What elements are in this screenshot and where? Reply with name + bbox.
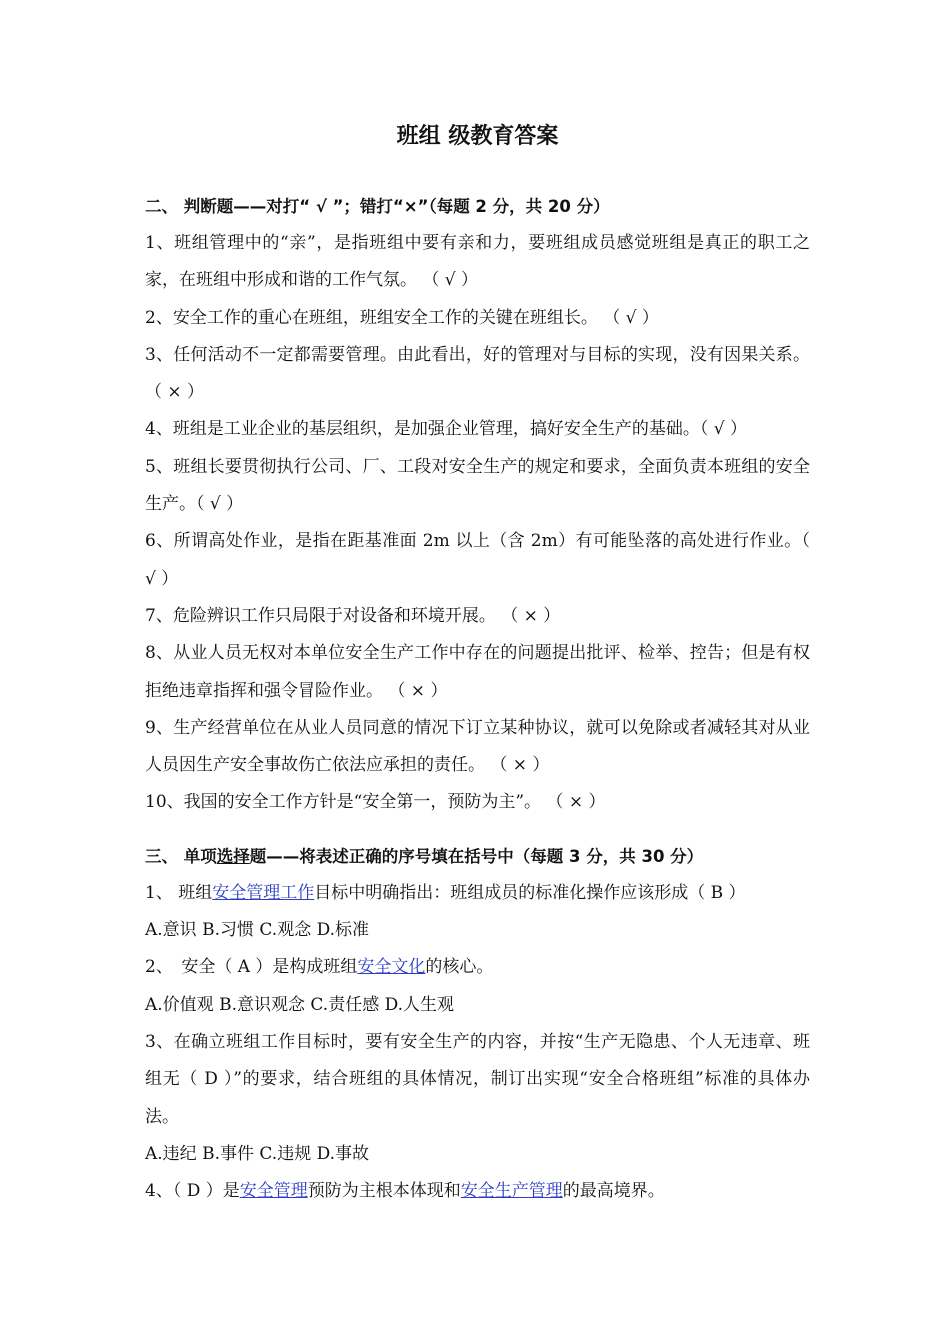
choice-question-1 [145, 875, 810, 912]
choice-question-1-options: A.意识 B.习惯 C.观念 D.标准 [145, 920, 370, 941]
q2-text-end: 的核心。 [425, 957, 494, 978]
section-2-heading: 二、 判断题——对打“ √ ”；错打“×”（每题 2 分，共 20 分） [145, 197, 610, 216]
q1-text-start: 1、 班组 [145, 882, 213, 903]
judgment-item-2: 2、安全工作的重心在班组，班组安全工作的关键在班组长。 （ √ ） [145, 307, 659, 328]
section-3-heading-underlined: 选择 [216, 846, 250, 866]
section-3-heading-start: 三、 单项 [145, 846, 217, 866]
q1-text-end: 目标中明确指出：班组成员的标准化操作应该形成（ B ） [314, 882, 746, 903]
judgment-item-4: 4、班组是工业企业的基层组织，是加强企业管理，搞好安全生产的基础。（ √ ） [145, 419, 747, 440]
choice-question-2 [145, 949, 810, 986]
q4-text-start: 4、（ D ）是 [145, 1181, 240, 1202]
judgment-item-5: 5、班组长要贯彻执行公司、厂、工段对安全生产的规定和要求，全面负责本班组的安全生产。（ √ ） [145, 456, 810, 515]
document-title: 班组 级教育答案 [396, 124, 559, 149]
judgment-item-1: 1、班组管理中的“亲”，是指班组中要有亲和力，要班组成员感觉班组是真正的职工之家，在班组中形成和谐的工作气氛。 （ √ ） [145, 233, 810, 291]
document-content [145, 122, 810, 1210]
q4-link-safety-management[interactable]: 安全管理 [239, 1181, 308, 1202]
judgment-item-9: 9、生产经营单位在从业人员同意的情况下订立某种协议，就可以免除或者减轻其对从业人员因生产安全事故伤亡依法应承担的责任。 （ × ） [145, 717, 810, 776]
q2-text-start: 2、 安全（ A ）是构成班组 [145, 957, 358, 978]
judgment-item-6: 6、所谓高处作业，是指在距基准面 2m 以上（含 2m）有可能坠落的高处进行作业。（ √ ） [145, 531, 810, 589]
q4-text-end: 的最高境界。 [562, 1181, 665, 1202]
judgment-item-10: 10、我国的安全工作方针是“安全第一，预防为主”。 （ × ） [145, 792, 606, 813]
q2-link-safety-culture[interactable]: 安全文化 [357, 957, 426, 978]
judgment-item-3: 3、任何活动不一定都需要管理。由此看出，好的管理对与目标的实现，没有因果关系。 （ × ） [145, 344, 810, 403]
choice-question-4 [145, 1173, 810, 1210]
section-3-heading [145, 838, 810, 875]
choice-question-3: 3、在确立班组工作目标时，要有安全生产的内容，并按“生产无隐患、个人无违章、班组无（ D ）”的要求，结合班组的具体情况，制订出实现“安全合格班组”标准的具体办法。 [145, 1031, 810, 1127]
choice-question-3-options: A.违纪 B.事件 C.违规 D.事故 [145, 1143, 370, 1164]
q4-link-safety-production-management[interactable]: 安全生产管理 [460, 1181, 563, 1202]
q4-text-middle: 预防为主根本体现和 [307, 1181, 461, 1202]
judgment-item-8: 8、从业人员无权对本单位安全生产工作中存在的问题提出批评、检举、控告；但是有权拒绝违章指挥和强令冒险作业。 （ × ） [145, 643, 810, 701]
q1-link-safety-management-work[interactable]: 安全管理工作 [212, 882, 315, 903]
section-3-heading-end: 题——将表述正确的序号填在括号中（每题 3 分，共 30 分） [249, 846, 704, 866]
judgment-item-7: 7、危险辨识工作只局限于对设备和环境开展。 （ × ） [145, 605, 561, 626]
choice-question-2-options: A.价值观 B.意识观念 C.责任感 D.人生观 [145, 994, 455, 1015]
